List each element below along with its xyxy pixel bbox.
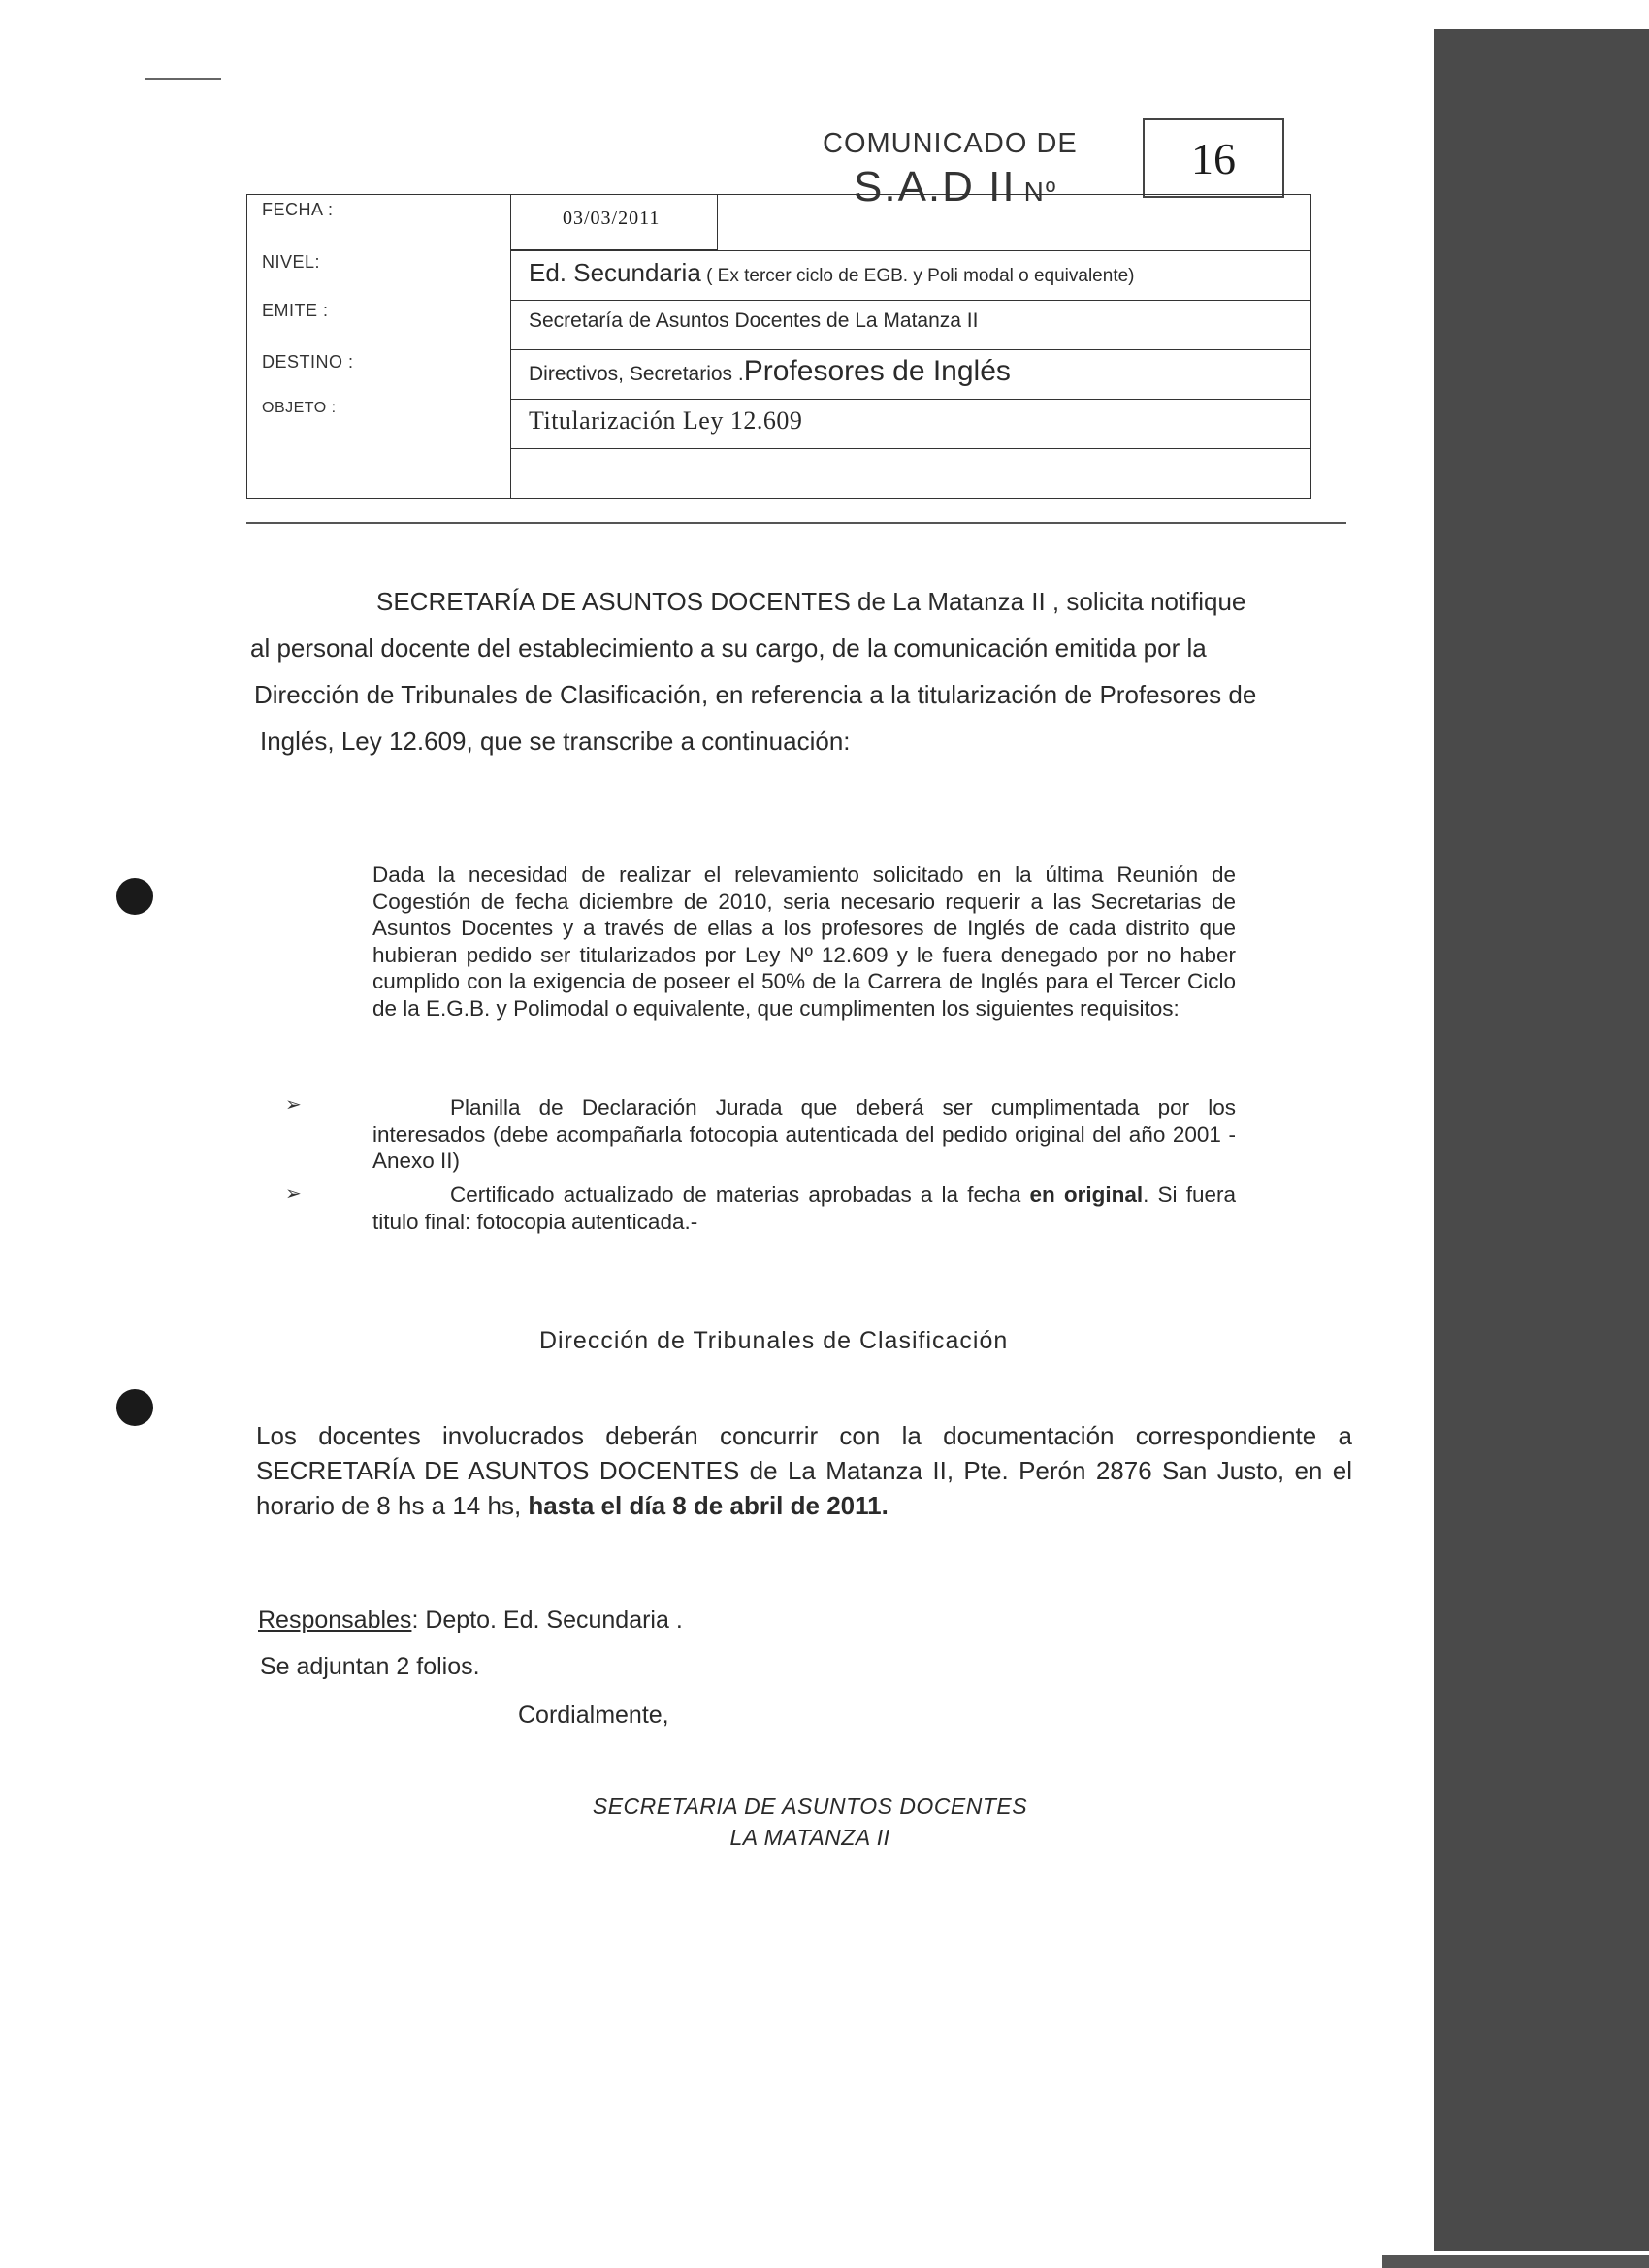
- label-destino: DESTINO :: [262, 352, 354, 372]
- scan-shadow-bar: [1434, 29, 1649, 2251]
- nivel-value: [529, 258, 1135, 288]
- signature-line-1: SECRETARIA DE ASUNTOS DOCENTES: [592, 1794, 1028, 1819]
- direccion-heading: Dirección de Tribunales de Clasificación: [539, 1327, 1009, 1354]
- nivel-sub: ( Ex tercer ciclo de EGB. y Poli modal o equivalente): [700, 266, 1135, 286]
- quoted-text: Dada la necesidad de realizar el relevamiento solicitado en la última Reunión de Cogestión de fecha diciembre de 2010, seria necesario requerir a las Secretarias de Asuntos Docentes y a través de ellas a los profesores de Inglés de cada distrito que hubieran pedido ser titularizados por Ley Nº 12.609 y le fuera denegado por no haber cumplido con la exigencia de poseer el 50% de la Carrera de Inglés para el Tercer Ciclo de la E.G.B. y Polimodal o equivalente, que cumplimenten los siguientes requisitos:: [372, 862, 1236, 1021]
- bullet-arrow-icon: ➢: [285, 1094, 302, 1116]
- closing-deadline: hasta el día 8 de abril de 2011.: [528, 1491, 889, 1520]
- heading-comunicado: COMUNICADO DE: [823, 128, 1078, 159]
- punch-hole-top: [116, 878, 153, 915]
- nivel-main: Ed. Secundaria: [529, 258, 701, 287]
- empty-cell: [510, 448, 1311, 499]
- label-nivel: NIVEL:: [262, 252, 321, 272]
- label-objeto: OBJETO :: [262, 400, 337, 416]
- heading-sad-text: S.A.D II: [854, 163, 1017, 211]
- objeto-value: Titularización Ley 12.609: [529, 406, 803, 435]
- responsables-value: : Depto. Ed. Secundaria .: [411, 1606, 683, 1634]
- emite-value: Secretaría de Asuntos Docentes de La Matanza II: [529, 309, 979, 332]
- scan-shadow-bottom: [1382, 2255, 1649, 2268]
- adjuntan-line: Se adjuntan 2 folios.: [260, 1653, 480, 1680]
- destino-large: Profesores de Inglés: [743, 355, 1011, 387]
- intro-line-1: SECRETARÍA DE ASUNTOS DOCENTES de La Matanza II , solicita notifique: [376, 587, 1246, 616]
- intro-line-4: Inglés, Ley 12.609, que se transcribe a continuación:: [260, 727, 851, 756]
- communique-number: 16: [1143, 118, 1284, 198]
- label-fecha: FECHA :: [262, 200, 334, 219]
- destino-value: [529, 355, 1011, 388]
- punch-hole-bottom: [116, 1389, 153, 1426]
- scan-mark: [146, 78, 221, 80]
- signature-line-2: LA MATANZA II: [729, 1825, 890, 1850]
- heading-no: Nº: [1023, 177, 1058, 207]
- bullet-arrow-icon: ➢: [285, 1183, 302, 1205]
- fecha-value: 03/03/2011: [563, 208, 661, 229]
- destino-small: Directivos, Secretarios .: [529, 363, 744, 385]
- label-emite: EMITE :: [262, 301, 329, 320]
- bullet-2-text: [372, 1182, 1236, 1235]
- responsables-line: [258, 1606, 683, 1635]
- responsables-label: Responsables: [258, 1606, 412, 1634]
- cordialmente-line: Cordialmente,: [518, 1701, 669, 1729]
- bullet-2-content: Certificado actualizado de materias aprobadas a la fecha: [450, 1183, 1030, 1207]
- bullet-1-content: Planilla de Declaración Jurada que deberá ser cumplimentada por los interesados (debe acompañarla fotocopia autenticada del pedido original del año 2001 - Anexo II): [372, 1095, 1236, 1174]
- intro-line-2: al personal docente del establecimiento a su cargo, de la comunicación emitida por la: [250, 633, 1207, 663]
- bullet-2-bold: en original: [1029, 1183, 1144, 1207]
- header-rule: [246, 522, 1346, 524]
- bullet-2-rest: . Si fuera titulo final: fotocopia autenticada.-: [372, 1183, 1237, 1234]
- closing-text: Los docentes involucrados deberán concurrir con la documentación correspondiente a SECRETARÍA DE ASUNTOS DOCENTES de La Matanza II, Pte. Perón 2876 San Justo, en el horario de 8 hs a 14 hs,: [256, 1421, 1352, 1520]
- bullet-1-text: [372, 1094, 1236, 1175]
- intro-line-3: Dirección de Tribunales de Clasificación, en referencia a la titularización de Profesores de: [254, 680, 1257, 709]
- signature-block: [485, 1791, 1135, 1853]
- closing-paragraph: [256, 1418, 1352, 1523]
- intro-paragraph: [250, 578, 1356, 764]
